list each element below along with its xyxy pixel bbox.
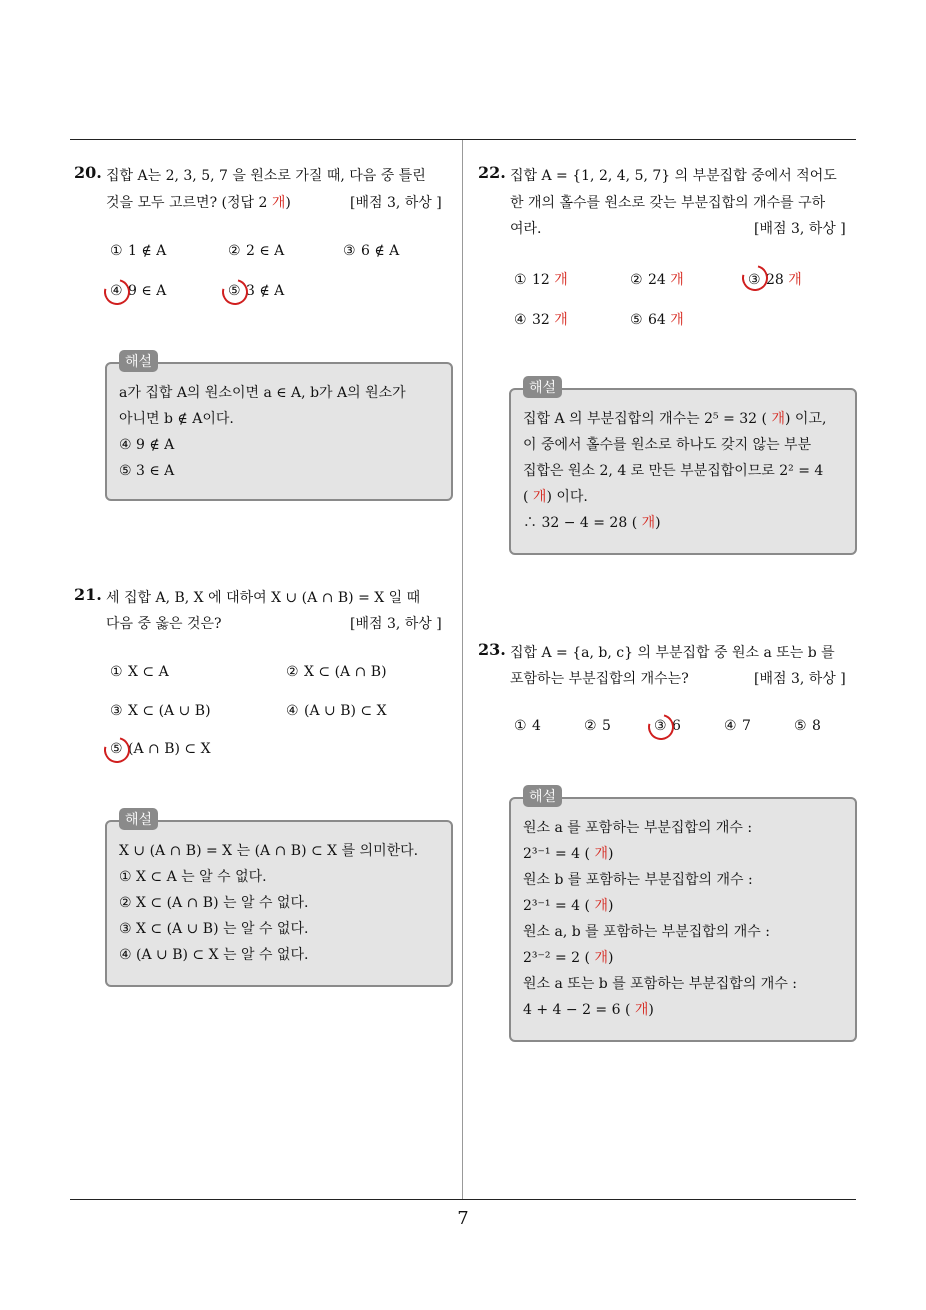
q23-option-5[interactable] xyxy=(794,718,821,734)
solution-text: 2³⁻¹ = 4 ( xyxy=(523,898,590,914)
option-text: 2 ∈ A xyxy=(246,243,285,259)
option-mark: ③ xyxy=(110,703,123,719)
option-text: 64 xyxy=(648,312,666,328)
solution-text: 2³⁻¹ = 4 ( xyxy=(523,846,590,862)
q20-line2c: ) xyxy=(285,195,291,211)
q22-option-1[interactable] xyxy=(514,269,568,289)
unit-label: 개 xyxy=(788,272,802,288)
option-mark: ② xyxy=(228,243,241,259)
solution-text: ) 이고, xyxy=(785,411,827,427)
q20-option-1[interactable] xyxy=(110,243,166,259)
column-divider xyxy=(462,140,463,1200)
answer-circle-mark xyxy=(643,709,679,745)
option-mark: ③ xyxy=(748,272,761,288)
option-mark: ① xyxy=(514,272,527,288)
option-mark: ⑤ xyxy=(794,718,807,734)
solution-line: ② X ⊂ (A ∩ B) 는 알 수 없다. xyxy=(119,895,309,911)
solution-line: 원소 b 를 포함하는 부분집합의 개수 : xyxy=(523,872,753,888)
q21-option-1[interactable] xyxy=(110,664,169,680)
solution-line xyxy=(523,841,843,867)
q22-option-2[interactable] xyxy=(630,269,684,289)
answer-circle-mark xyxy=(217,274,253,310)
q20-line2 xyxy=(106,192,291,212)
q21-meta: [배점 3, 하상 ] xyxy=(350,616,442,632)
answer-circle-mark xyxy=(99,274,135,310)
option-text: 32 xyxy=(532,312,550,328)
solution-line: ③ X ⊂ (A ∪ B) 는 알 수 없다. xyxy=(119,921,309,937)
option-text: 7 xyxy=(742,718,751,734)
solution-text: ) 이다. xyxy=(546,489,588,505)
unit-label: 개 xyxy=(771,411,785,427)
option-text: 9 ∈ A xyxy=(128,283,167,299)
option-text: 8 xyxy=(812,718,821,734)
solution-line: 원소 a 를 포함하는 부분집합의 개수 : xyxy=(523,820,753,836)
answer-circle-mark xyxy=(99,732,135,768)
q22-option-5[interactable] xyxy=(630,309,684,329)
q20-solution-tag: 해설 xyxy=(119,350,158,372)
unit-label: 개 xyxy=(670,272,684,288)
solution-line: ④ (A ∪ B) ⊂ X 는 알 수 없다. xyxy=(119,947,309,963)
solution-line xyxy=(523,893,843,919)
solution-line xyxy=(523,997,843,1023)
unit-label: 개 xyxy=(641,515,656,531)
option-mark: ④ xyxy=(514,312,527,328)
q21-line2: 다음 중 옳은 것은? xyxy=(106,616,222,632)
solution-line: a가 집합 A의 원소이면 a ∈ A, b가 A의 원소가 xyxy=(119,385,406,401)
q20-unit: 개 xyxy=(271,195,286,211)
solution-line: 집합은 원소 2, 4 로 만든 부분집합이므로 2² = 4 xyxy=(523,463,824,479)
q20-option-3[interactable] xyxy=(343,243,399,259)
option-text: 6 ∉ A xyxy=(361,243,400,259)
unit-label: 개 xyxy=(554,312,568,328)
solution-text: 4 + 4 − 2 = 6 ( xyxy=(523,1002,631,1018)
solution-text: ) xyxy=(607,846,614,862)
option-mark: ⑤ xyxy=(228,283,241,299)
q20-number: 20. xyxy=(74,163,102,182)
option-mark: ② xyxy=(286,664,299,680)
q20-meta: [배점 3, 하상 ] xyxy=(350,195,442,211)
unit-label: 개 xyxy=(594,898,608,914)
q21-option-4[interactable] xyxy=(286,703,387,719)
q22-number: 22. xyxy=(478,163,506,182)
solution-line: 원소 a 또는 b 를 포함하는 부분집합의 개수 : xyxy=(523,976,798,992)
page-number: 7 xyxy=(457,1208,469,1229)
option-text: (A ∩ B) ⊂ X xyxy=(128,741,211,757)
q23-line1: 집합 A = {a, b, c} 의 부분집합 중 원소 a 또는 b 를 xyxy=(510,645,835,661)
solution-line xyxy=(523,484,843,510)
unit-label: 개 xyxy=(554,272,568,288)
q23-meta: [배점 3, 하상 ] xyxy=(754,671,846,687)
option-text: 6 xyxy=(672,718,681,734)
q20-line2a: 것을 모두 고르면? (정답 2 xyxy=(106,195,272,211)
q20-option-2[interactable] xyxy=(228,243,284,259)
option-text: (A ∪ B) ⊂ X xyxy=(304,703,387,719)
q23-number: 23. xyxy=(478,640,506,659)
solution-text: ∴ 32 − 4 = 28 ( xyxy=(523,515,638,531)
q22-line3: 여라. xyxy=(510,221,542,237)
solution-text: 집합 A 의 부분집합의 개수는 2⁵ = 32 ( xyxy=(523,411,768,427)
q22-solution-tag: 해설 xyxy=(523,376,562,398)
solution-text: ) xyxy=(607,898,614,914)
solution-line xyxy=(523,510,843,536)
unit-label: 개 xyxy=(670,312,684,328)
q22-line2: 한 개의 홀수를 원소로 갖는 부분집합의 개수를 구하 xyxy=(510,195,826,211)
solution-line xyxy=(523,406,843,432)
option-mark: ⑤ xyxy=(110,741,123,757)
unit-label: 개 xyxy=(532,489,547,505)
option-mark: ① xyxy=(110,664,123,680)
solution-text: 2³⁻² = 2 ( xyxy=(523,950,590,966)
option-text: X ⊂ (A ∪ B) xyxy=(128,703,211,719)
option-mark: ① xyxy=(514,718,527,734)
q21-line1: 세 집합 A, B, X 에 대하여 X ∪ (A ∩ B) = X 일 때 xyxy=(106,590,421,606)
q20-line1: 집합 A는 2, 3, 5, 7 을 원소로 가질 때, 다음 중 틀린 xyxy=(106,168,426,184)
q21-option-2[interactable] xyxy=(286,664,387,680)
q23-line2: 포함하는 부분집합의 개수는? xyxy=(510,671,689,687)
q21-option-3[interactable] xyxy=(110,703,211,719)
top-rule xyxy=(70,139,856,140)
option-mark: ② xyxy=(630,272,643,288)
q23-option-2[interactable] xyxy=(584,718,611,734)
solution-text: ) xyxy=(655,515,661,531)
solution-text: ) xyxy=(607,950,614,966)
option-mark: ④ xyxy=(110,283,123,299)
option-mark: ② xyxy=(584,718,597,734)
bottom-rule xyxy=(70,1199,856,1200)
option-text: 3 ∉ A xyxy=(246,283,285,299)
solution-text: ( xyxy=(523,489,529,505)
solution-line xyxy=(523,945,843,971)
q21-solution-tag: 해설 xyxy=(119,808,158,830)
q23-option-4[interactable] xyxy=(724,718,751,734)
option-text: 12 xyxy=(532,272,550,288)
q21-solution-box xyxy=(105,820,453,987)
q23-solution-tag: 해설 xyxy=(523,785,562,807)
solution-line: ⑤ 3 ∈ A xyxy=(119,463,175,479)
option-text: 24 xyxy=(648,272,666,288)
q23-solution-box xyxy=(509,797,857,1042)
solution-line: 아니면 b ∉ A이다. xyxy=(119,411,234,427)
option-mark: ⑤ xyxy=(630,312,643,328)
option-text: X ⊂ (A ∩ B) xyxy=(304,664,387,680)
option-text: 28 xyxy=(766,272,784,288)
q22-line1: 집합 A = {1, 2, 4, 5, 7} 의 부분집합 중에서 적어도 xyxy=(510,168,837,184)
solution-text: ) xyxy=(648,1002,654,1018)
q22-meta: [배점 3, 하상 ] xyxy=(754,221,846,237)
option-mark: ③ xyxy=(654,718,667,734)
q21-number: 21. xyxy=(74,585,102,604)
q22-option-4[interactable] xyxy=(514,309,568,329)
answer-circle-mark xyxy=(737,260,773,296)
solution-line: 원소 a, b 를 포함하는 부분집합의 개수 : xyxy=(523,924,770,940)
solution-line: ④ 9 ∉ A xyxy=(119,437,175,453)
option-mark: ④ xyxy=(286,703,299,719)
solution-line: 이 중에서 홀수를 원소로 하나도 갖지 않는 부분 xyxy=(523,437,812,453)
q20-solution-box xyxy=(105,362,453,501)
unit-label: 개 xyxy=(634,1002,649,1018)
option-mark: ① xyxy=(110,243,123,259)
unit-label: 개 xyxy=(594,950,608,966)
option-text: 4 xyxy=(532,718,541,734)
option-text: X ⊂ A xyxy=(128,664,169,680)
q23-option-1[interactable] xyxy=(514,718,541,734)
option-mark: ④ xyxy=(724,718,737,734)
q22-solution-box xyxy=(509,388,857,555)
option-text: 5 xyxy=(602,718,611,734)
solution-line: X ∪ (A ∩ B) = X 는 (A ∩ B) ⊂ X 를 의미한다. xyxy=(119,843,419,859)
solution-line: ① X ⊂ A 는 알 수 없다. xyxy=(119,869,267,885)
unit-label: 개 xyxy=(594,846,608,862)
option-mark: ③ xyxy=(343,243,356,259)
option-text: 1 ∉ A xyxy=(128,243,167,259)
